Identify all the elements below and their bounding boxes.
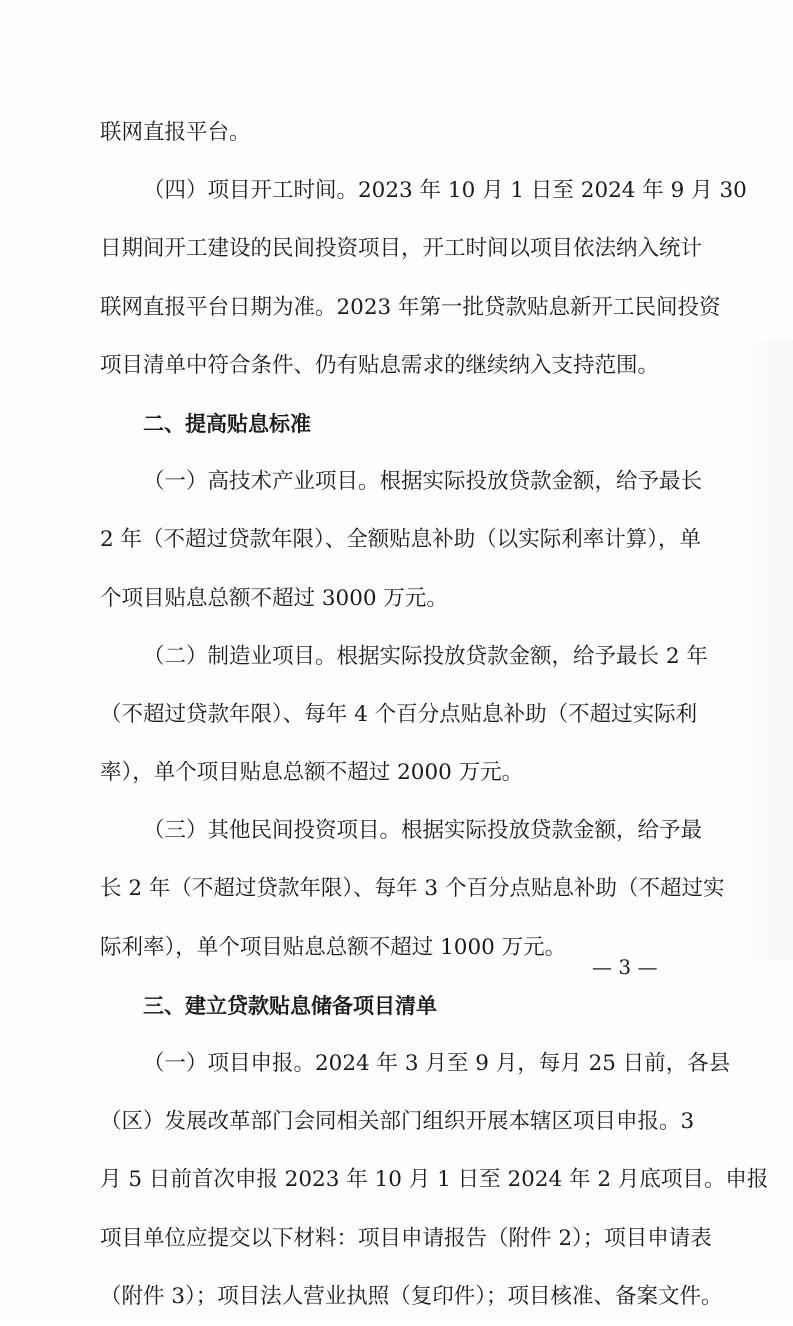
paragraph-line: （附件 3）；项目法人营业执照（复印件）；项目核准、备案文件。 (100, 1283, 723, 1309)
paragraph-line: 日期间开工建设的民间投资项目，开工时间以项目依法纳入统计 (100, 236, 703, 262)
paragraph-line: （不超过贷款年限）、每年 4 个百分点贴息补助（不超过实际利 (100, 701, 698, 727)
paragraph-line: 项目清单中符合条件、仍有贴息需求的继续纳入支持范围。 (100, 352, 660, 378)
paragraph-line: （一）项目申报。2024 年 3 月至 9 月，每月 25 日前，各县 (143, 1051, 731, 1076)
paragraph-line: 个项目贴息总额不超过 3000 万元。 (100, 585, 448, 611)
paragraph-line: 联网直报平台。 (100, 120, 251, 145)
scan-shadow (733, 340, 793, 960)
paragraph-line: 联网直报平台日期为准。2023 年第一批贷款贴息新开工民间投资 (100, 294, 721, 320)
paragraph-line: （一）高技术产业项目。根据实际投放贷款金额，给予最长 (143, 469, 703, 495)
paragraph-line: 率），单个项目贴息总额不超过 2000 万元。 (100, 760, 524, 786)
paragraph-line: 际利率），单个项目贴息总额不超过 1000 万元。 (100, 934, 567, 960)
paragraph-line: 2 年（不超过贷款年限）、全额贴息补助（以实际利率计算），单 (100, 527, 702, 553)
paragraph-line: （三）其他民间投资项目。根据实际投放贷款金额，给予最 (143, 818, 703, 844)
paragraph-line: （二）制造业项目。根据实际投放贷款金额，给予最长 2 年 (143, 643, 708, 669)
paragraph-line: 项目单位应提交以下材料：项目申请报告（附件 2）；项目申请表 (100, 1225, 712, 1251)
section-heading: 三、建立贷款贴息储备项目清单 (143, 993, 437, 1018)
paragraph-line: 月 5 日前首次申报 2023 年 10 月 1 日至 2024 年 2 月底项目。申报 (100, 1167, 769, 1193)
paragraph-line: 长 2 年（不超过贷款年限）、每年 3 个百分点贴息补助（不超过实 (100, 876, 725, 902)
page-number: — 3 — (592, 955, 658, 979)
paragraph-line: （区）发展改革部门会同相关部门组织开展本辖区项目申报。3 (100, 1109, 695, 1135)
section-heading: 二、提高贴息标准 (143, 411, 311, 436)
document-body (100, 104, 769, 1326)
paragraph-line: （四）项目开工时间。2023 年 10 月 1 日至 2024 年 9 月 30 (143, 178, 747, 204)
